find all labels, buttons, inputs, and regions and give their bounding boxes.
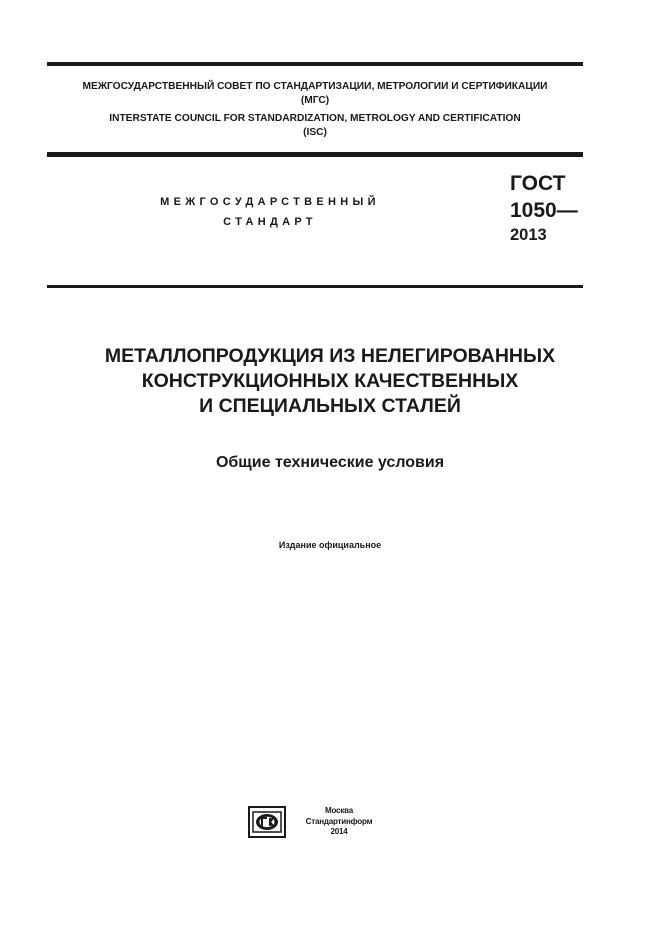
title-line1: МЕТАЛЛОПРОДУКЦИЯ ИЗ НЕЛЕГИРОВАННЫХ: [104, 345, 556, 367]
council-ru-abbr: (МГС): [300, 95, 330, 106]
gost-number: 1050—: [510, 199, 578, 222]
council-ru-line1: МЕЖГОСУДАРСТВЕННЫЙ СОВЕТ ПО СТАНДАРТИЗАЦИИ, МЕТРОЛОГИИ И СЕРТИФИКАЦИИ: [82, 81, 548, 92]
title-line2: КОНСТРУКЦИОННЫХ КАЧЕСТВЕННЫХ: [141, 370, 519, 392]
standard-kind-line1: МЕЖГОСУДАРСТВЕННЫЙ: [160, 196, 380, 208]
document-title: [30, 344, 630, 419]
standard-kind: [100, 192, 440, 232]
council-en-line1: INTERSTATE COUNCIL FOR STANDARDIZATION, METROLOGY AND CERTIFICATION: [109, 113, 521, 124]
middle-rule: [47, 152, 583, 157]
publisher-city: Москва: [325, 806, 353, 815]
publisher-year: 2014: [330, 827, 348, 836]
top-rule: [47, 62, 583, 66]
council-name-ru: [47, 80, 583, 108]
publisher-info: [296, 806, 382, 838]
title-line3: И СПЕЦИАЛЬНЫХ СТАЛЕЙ: [199, 395, 461, 417]
standard-kind-line2: СТАНДАРТ: [223, 216, 317, 228]
bottom-rule: [47, 285, 583, 288]
edition-note: Издание официальное: [278, 540, 382, 550]
document-subtitle: Общие технические условия: [215, 454, 445, 471]
publisher-name: Стандартинформ: [305, 816, 373, 826]
gost-label: ГОСТ: [510, 172, 566, 195]
council-name-en: [47, 112, 583, 140]
gost-designation: [510, 170, 578, 246]
council-en-abbr: (ISC): [303, 127, 327, 138]
gost-year: 2013: [510, 226, 547, 244]
standartinform-logo-icon: [248, 806, 286, 838]
